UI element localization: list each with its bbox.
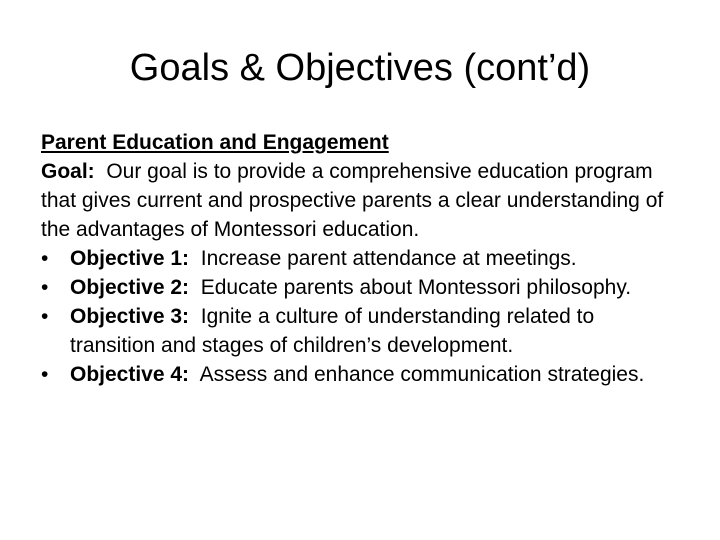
objective-label: Objective 3:	[70, 305, 190, 328]
objective-text: Increase parent attendance at meetings.	[200, 247, 577, 270]
objective-label: Objective 4:	[70, 363, 190, 386]
goal-text: Our goal is to provide a comprehensive education program that gives current and prospective parents a clear understanding of the advantages of Montessori education.	[41, 160, 664, 241]
bullet-icon: •	[41, 363, 49, 386]
objective-item-1	[41, 244, 681, 273]
objective-text: Assess and enhance communication strategies.	[199, 363, 645, 386]
goal-paragraph	[41, 157, 681, 244]
objective-text: Ignite a culture of understanding related to transition and stages of children’s development.	[70, 305, 595, 357]
objective-text: Educate parents about Montessori philosophy.	[200, 276, 632, 299]
objectives-list	[41, 244, 681, 389]
slide-title: Goals & Objectives (cont’d)	[129, 47, 591, 89]
objective-label: Objective 2:	[70, 276, 190, 299]
objective-item-2	[41, 273, 681, 302]
bullet-icon: •	[41, 247, 49, 270]
slide-content	[41, 128, 681, 389]
objective-item-3	[41, 302, 681, 360]
bullet-icon: •	[41, 305, 49, 328]
objective-label: Objective 1:	[70, 247, 190, 270]
objective-item-4	[41, 360, 681, 389]
bullet-icon: •	[41, 276, 49, 299]
goal-label: Goal:	[41, 160, 95, 183]
section-heading: Parent Education and Engagement	[41, 131, 389, 154]
